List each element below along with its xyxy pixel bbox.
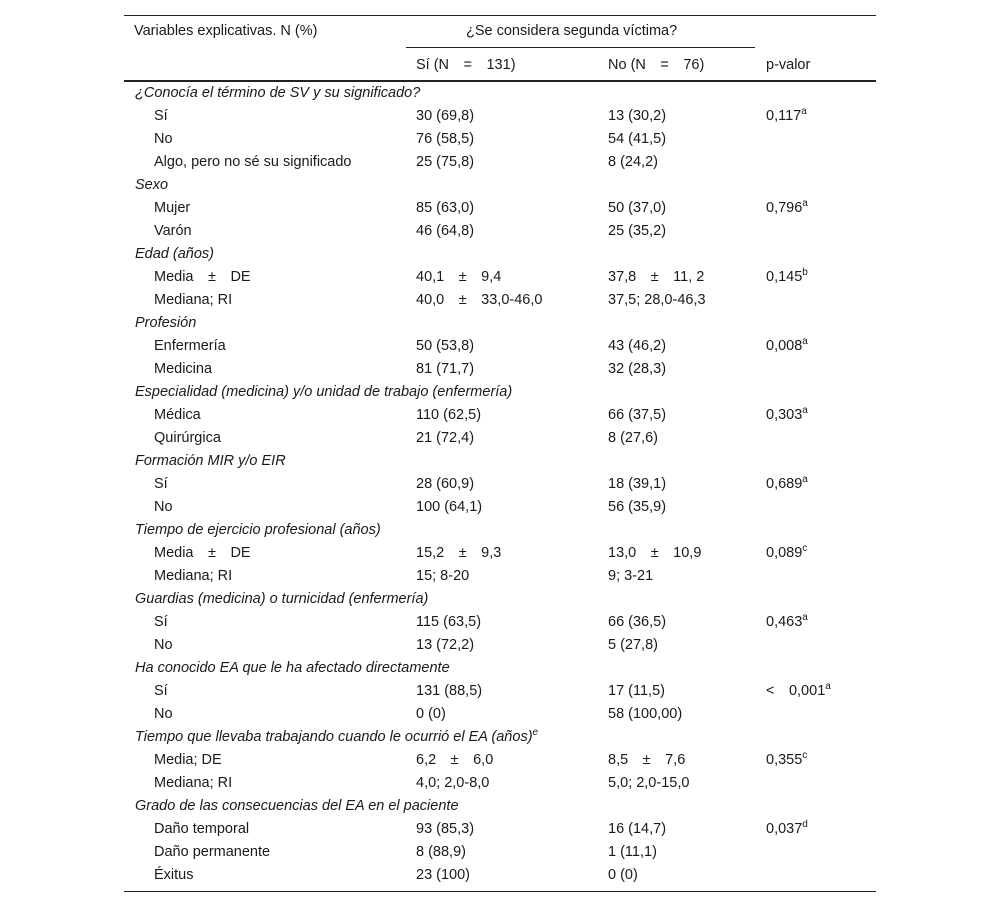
table-row (0, 703, 1000, 726)
table-row (0, 680, 1000, 703)
cell-no: 8 (24,2) (608, 154, 658, 170)
label-text: Médica (154, 407, 201, 423)
label-text: Éxitus (154, 867, 194, 883)
cell-no: 58 (100,00) (608, 706, 683, 722)
label-text: Daño permanente (154, 844, 271, 860)
label-text: Mediana; RI (154, 568, 233, 584)
p-value-text: 0,145 (766, 269, 803, 285)
table-row (0, 749, 1000, 772)
label-text: Tiempo de ejercicio profesional (años) (135, 522, 381, 538)
group-label (135, 795, 459, 818)
header-variables: Variables explicativas. N (%) (134, 23, 318, 39)
group-label (135, 82, 420, 105)
label-text: ¿Conocía el término de SV y su significado? (135, 85, 421, 101)
header-question: ¿Se considera segunda víctima? (466, 23, 678, 39)
cell-si: 115 (63,5) (416, 614, 482, 630)
cell-si: 15; 8-20 (416, 568, 470, 584)
p-value-text: 0,355 (766, 752, 803, 768)
cell-p-value (766, 266, 808, 289)
label-text: Mediana; RI (154, 775, 233, 791)
row-label (154, 542, 251, 565)
cell-si: 30 (69,8) (416, 108, 475, 124)
cell-p-value (766, 542, 807, 565)
cell-si: 93 (85,3) (416, 821, 475, 837)
table-row (0, 473, 1000, 496)
row-label (154, 749, 222, 772)
cell-si: 23 (100) (416, 867, 471, 883)
cell-no: 56 (35,9) (608, 499, 667, 515)
label-text: Sí (154, 476, 168, 492)
cell-no: 18 (39,1) (608, 476, 667, 492)
footnote-mark: a (802, 612, 808, 623)
cell-si: 81 (71,7) (416, 361, 475, 377)
cell-no: 8,5 ± 7,6 (608, 752, 686, 768)
row-label (154, 565, 232, 588)
row-label (154, 266, 251, 289)
table-row (0, 404, 1000, 427)
footnote-mark: c (802, 750, 808, 761)
table-row (0, 611, 1000, 634)
label-text: Especialidad (medicina) y/o unidad de trabajo (enfermería) (135, 384, 513, 400)
p-value-text: 0,008 (766, 338, 803, 354)
p-value-text: 0,037 (766, 821, 803, 837)
cell-si: 8 (88,9) (416, 844, 466, 860)
table-row (0, 128, 1000, 151)
label-text: No (154, 706, 173, 722)
cell-no: 66 (37,5) (608, 407, 667, 423)
footnote-mark: e (532, 727, 539, 738)
cell-si: 4,0; 2,0-8,0 (416, 775, 490, 791)
group-row (0, 174, 1000, 197)
row-label (154, 496, 173, 519)
group-label (135, 726, 538, 749)
cell-si: 13 (72,2) (416, 637, 475, 653)
group-row (0, 519, 1000, 542)
footnote-mark: d (802, 819, 808, 830)
label-text: Sí (154, 683, 168, 699)
cell-no: 17 (11,5) (608, 683, 665, 699)
group-row (0, 450, 1000, 473)
label-text: Grado de las consecuencias del EA en el paciente (135, 798, 459, 814)
p-value-text: 0,463 (766, 614, 803, 630)
group-label (135, 588, 428, 611)
cell-si: 15,2 ± 9,3 (416, 545, 502, 561)
table-row (0, 864, 1000, 887)
cell-no: 0 (0) (608, 867, 638, 883)
group-row (0, 588, 1000, 611)
footnote-mark: a (802, 198, 808, 209)
label-text: Varón (154, 223, 192, 239)
label-text: Media; DE (154, 752, 222, 768)
cell-si: 40,0 ± 33,0-46,0 (416, 292, 543, 308)
row-label (154, 105, 168, 128)
header-col-p: p-valor (766, 57, 811, 73)
cell-si: 46 (64,8) (416, 223, 475, 239)
cell-p-value (766, 680, 831, 703)
group-label (135, 243, 214, 266)
cell-p-value (766, 105, 807, 128)
table-row (0, 841, 1000, 864)
group-row (0, 657, 1000, 680)
cell-no: 43 (46,2) (608, 338, 667, 354)
row-label (154, 289, 232, 312)
group-label (135, 657, 450, 680)
cell-si: 110 (62,5) (416, 407, 482, 423)
cell-si: 40,1 ± 9,4 (416, 269, 502, 285)
header-col-no: No (N = 76) (608, 57, 705, 73)
cell-p-value (766, 197, 808, 220)
table-row (0, 772, 1000, 795)
p-value-text: 0,689 (766, 476, 803, 492)
row-label (154, 841, 270, 864)
cell-p-value (766, 335, 808, 358)
table-row (0, 105, 1000, 128)
row-label (154, 473, 168, 496)
cell-si: 21 (72,4) (416, 430, 475, 446)
cell-si: 85 (63,0) (416, 200, 475, 216)
row-label (154, 818, 249, 841)
group-label (135, 519, 381, 542)
label-text: Sí (154, 108, 168, 124)
label-text: Mediana; RI (154, 292, 233, 308)
row-label (154, 634, 173, 657)
table-row (0, 542, 1000, 565)
row-label (154, 703, 173, 726)
table-row (0, 358, 1000, 381)
cell-no: 54 (41,5) (608, 131, 667, 147)
header-subrule (406, 47, 755, 48)
cell-p-value (766, 749, 807, 772)
cell-no: 5 (27,8) (608, 637, 658, 653)
cell-no: 13,0 ± 10,9 (608, 545, 702, 561)
footnote-mark: a (825, 681, 831, 692)
label-text: Medicina (154, 361, 213, 377)
cell-no: 13 (30,2) (608, 108, 667, 124)
cell-no: 8 (27,6) (608, 430, 658, 446)
table-row (0, 289, 1000, 312)
footnote-mark: c (802, 543, 808, 554)
cell-p-value (766, 818, 808, 841)
header-col-si: Sí (N = 131) (416, 57, 516, 73)
table-row (0, 565, 1000, 588)
table-row (0, 335, 1000, 358)
table-row (0, 496, 1000, 519)
label-text: Enfermería (154, 338, 226, 354)
cell-si: 6,2 ± 6,0 (416, 752, 494, 768)
cell-si: 100 (64,1) (416, 499, 483, 515)
group-label (135, 174, 168, 197)
row-label (154, 128, 173, 151)
label-text: Media ± DE (154, 545, 251, 561)
table-row (0, 818, 1000, 841)
cell-no: 9; 3-21 (608, 568, 654, 584)
table-row (0, 197, 1000, 220)
cell-si: 50 (53,8) (416, 338, 475, 354)
label-text: Media ± DE (154, 269, 251, 285)
cell-no: 5,0; 2,0-15,0 (608, 775, 690, 791)
label-text: Formación MIR y/o EIR (135, 453, 286, 469)
row-label (154, 358, 212, 381)
footnote-mark: a (802, 405, 808, 416)
group-label (135, 381, 512, 404)
label-text: Profesión (135, 315, 197, 331)
p-value-text: < 0,001 (766, 683, 826, 699)
label-text: Guardias (medicina) o turnicidad (enfermería) (135, 591, 429, 607)
group-row (0, 243, 1000, 266)
label-text: No (154, 131, 173, 147)
p-value-text: 0,089 (766, 545, 803, 561)
label-text: Tiempo que llevaba trabajando cuando le ocurrió el EA (años) (135, 729, 533, 745)
group-row (0, 312, 1000, 335)
row-label (154, 680, 168, 703)
cell-no: 1 (11,1) (608, 844, 657, 860)
row-label (154, 427, 221, 450)
top-rule (124, 15, 876, 16)
cell-no: 66 (36,5) (608, 614, 667, 630)
label-text: Edad (años) (135, 246, 214, 262)
cell-p-value (766, 404, 808, 427)
row-label (154, 611, 168, 634)
label-text: No (154, 637, 173, 653)
row-label (154, 864, 194, 887)
label-text: Sí (154, 614, 168, 630)
row-label (154, 197, 190, 220)
cell-no: 25 (35,2) (608, 223, 667, 239)
p-value-text: 0,796 (766, 200, 803, 216)
table-row (0, 427, 1000, 450)
table-row (0, 151, 1000, 174)
cell-no: 16 (14,7) (608, 821, 667, 837)
table-row (0, 220, 1000, 243)
cell-si: 25 (75,8) (416, 154, 475, 170)
cell-si: 28 (60,9) (416, 476, 475, 492)
table-row (0, 266, 1000, 289)
footnote-mark: a (802, 474, 808, 485)
table-row (0, 634, 1000, 657)
row-label (154, 151, 352, 174)
label-text: Ha conocido EA que le ha afectado directamente (135, 660, 450, 676)
cell-si: 76 (58,5) (416, 131, 475, 147)
cell-no: 32 (28,3) (608, 361, 667, 377)
row-label (154, 335, 226, 358)
p-value-text: 0,117 (766, 108, 802, 124)
bottom-rule (124, 891, 876, 892)
group-row (0, 726, 1000, 749)
footnote-mark: a (801, 106, 807, 117)
cell-no: 37,8 ± 11, 2 (608, 269, 705, 285)
row-label (154, 220, 192, 243)
group-label (135, 450, 286, 473)
cell-p-value (766, 611, 808, 634)
cell-no: 37,5; 28,0-46,3 (608, 292, 706, 308)
label-text: Quirúrgica (154, 430, 221, 446)
cell-p-value (766, 473, 808, 496)
label-text: Sexo (135, 177, 169, 193)
label-text: Algo, pero no sé su significado (154, 154, 352, 170)
label-text: Daño temporal (154, 821, 250, 837)
group-label (135, 312, 196, 335)
p-value-text: 0,303 (766, 407, 803, 423)
footnote-mark: b (802, 267, 808, 278)
footnote-mark: a (802, 336, 808, 347)
cell-no: 50 (37,0) (608, 200, 667, 216)
cell-si: 131 (88,5) (416, 683, 483, 699)
group-row (0, 82, 1000, 105)
cell-si: 0 (0) (416, 706, 446, 722)
row-label (154, 772, 232, 795)
label-text: Mujer (154, 200, 191, 216)
group-row (0, 381, 1000, 404)
row-label (154, 404, 201, 427)
group-row (0, 795, 1000, 818)
label-text: No (154, 499, 173, 515)
